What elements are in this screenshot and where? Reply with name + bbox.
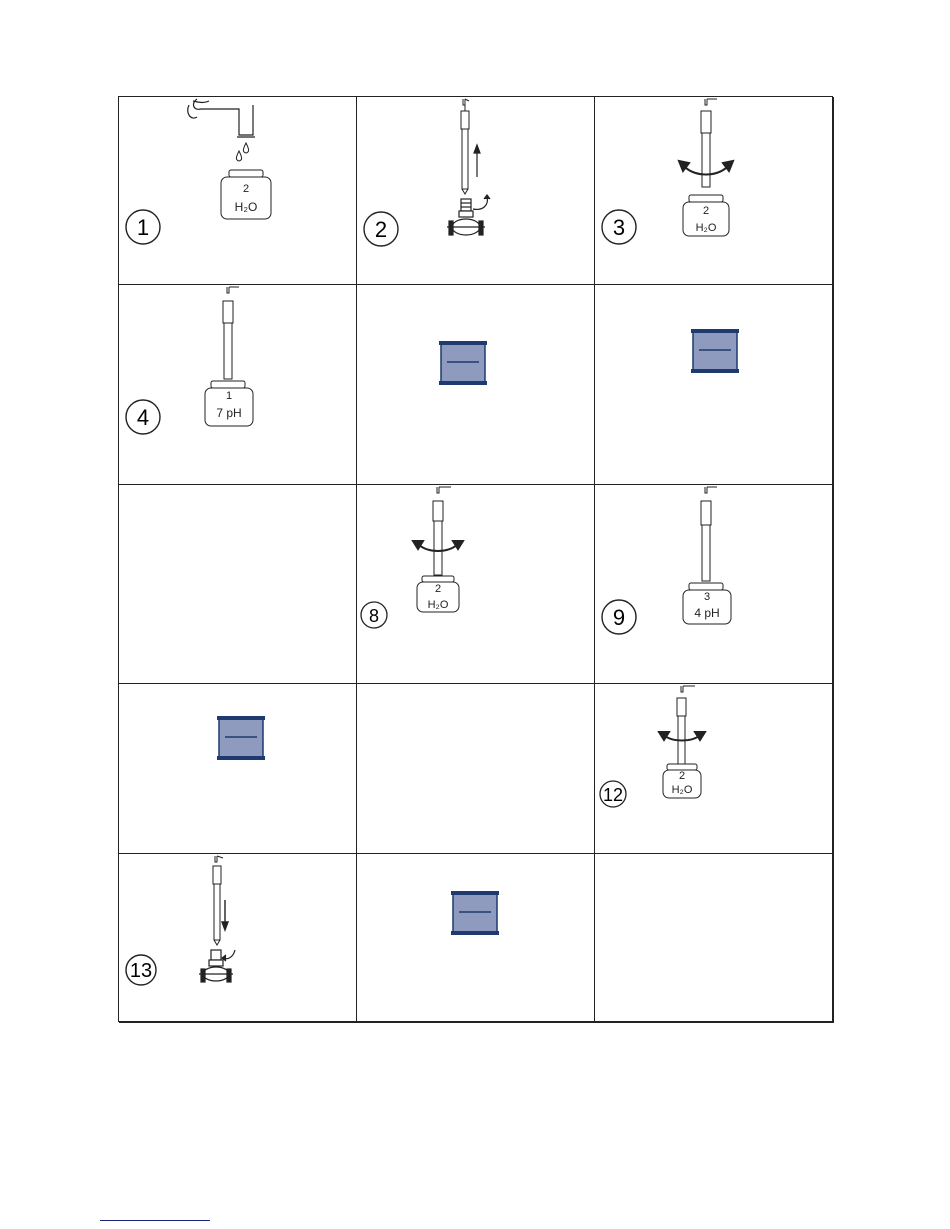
step-cell-14 [357,854,595,1023]
pipe-clamp-icon [447,199,485,235]
swirl-arrow-icon [473,195,490,209]
step-number: 9 [612,605,626,630]
step-cell-5 [357,285,595,485]
step-cell-9 [595,485,834,684]
step-number: 4 [136,405,150,430]
meter-display-icon [217,716,265,760]
pipe-clamp-icon [199,950,233,982]
step-2-illustration [357,97,595,285]
procedure-grid [118,96,833,1022]
bottle-label-bottom: 7 pH [216,406,242,420]
step-cell-8 [357,485,595,684]
step-10-illustration [119,684,357,854]
bottle-label-bottom: H₂O [427,599,449,611]
step-number: 1 [136,215,150,240]
step-4-illustration [119,285,357,485]
step-number: 3 [612,215,626,240]
electrode-probe-icon [701,487,717,581]
electrode-probe-icon [433,487,451,575]
bottle-label-top: 1 [225,390,233,402]
step-cell-13 [119,854,357,1023]
step-5-illustration [357,285,595,485]
bottle-label-top: 2 [702,205,710,217]
bottle-label-top: 2 [434,583,442,595]
step-cell-15 [595,854,834,1023]
step-cell-7 [119,485,357,684]
step-13-illustration [119,854,357,1023]
step-3-illustration [595,97,834,285]
bottle-label-top: 2 [678,770,686,782]
water-drop-icon [236,143,248,161]
step-9-illustration [595,485,834,684]
step-cell-10 [119,684,357,854]
bottle-label-bottom: 4 pH [694,606,720,620]
bottle-label-bottom: H₂O [671,784,693,796]
bottle-label-bottom: H₂O [234,200,258,214]
step-number: 12 [602,785,624,805]
step-number: 13 [129,960,153,982]
bottle-label-top: 2 [242,183,250,195]
electrode-probe-icon [677,686,695,764]
electrode-probe-icon [223,287,239,379]
step-cell-2 [357,97,595,285]
step-cell-11 [357,684,595,854]
step-6-illustration [595,285,834,485]
bottle-label-top: 3 [703,591,711,603]
step-cell-1 [119,97,357,285]
footnote-separator [100,1220,210,1221]
step-8-illustration [357,485,595,684]
step-cell-6 [595,285,834,485]
step-cell-12 [595,684,834,854]
step-number: 8 [368,606,380,626]
step-cell-3 [595,97,834,285]
meter-display-icon [691,329,739,373]
water-tap-icon [188,99,255,137]
down-arrow-icon [222,900,228,930]
meter-display-icon [439,341,487,385]
step-number: 2 [374,217,388,242]
step-1-illustration [119,97,357,285]
step-12-illustration [595,684,834,854]
electrode-probe-icon [461,99,469,194]
swirl-arrow-icon [222,950,235,961]
bottle-label-bottom: H₂O [695,222,717,234]
step-cell-4 [119,285,357,485]
meter-display-icon [451,891,499,935]
up-arrow-icon [474,145,480,177]
electrode-probe-icon [213,856,223,945]
step-14-illustration [357,854,595,1023]
